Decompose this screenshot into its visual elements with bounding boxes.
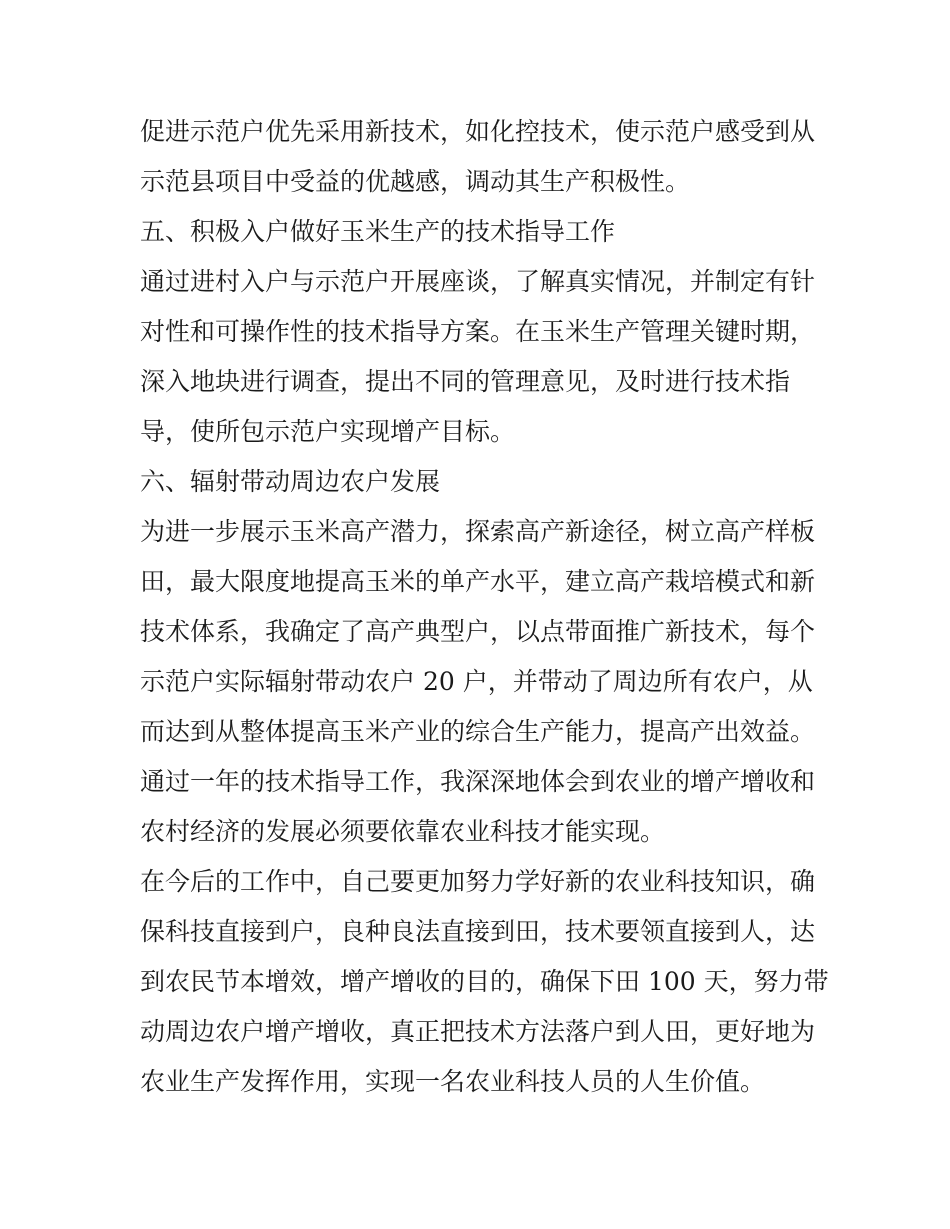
paragraph-line: 为进一步展示玉米高产潜力，探索高产新途径，树立高产样板 [140,517,816,546]
paragraph-line: 保科技直接到户，良种良法直接到田，技术要领直接到人，达 [140,917,816,946]
paragraph-line: 到农民节本增效，增产增收的目的，确保下田 100 天，努力带 [140,967,829,996]
paragraph-line: 导，使所包示范户实现增产目标。 [140,417,516,446]
paragraph-line: 促进示范户优先采用新技术，如化控技术，使示范户感受到从 [140,117,816,146]
section-heading: 六、辐射带动周边农户发展 [140,467,441,496]
paragraph-line: 在今后的工作中，自己要更加努力学好新的农业科技知识，确 [140,867,816,896]
section-heading: 五、积极入户做好玉米生产的技术指导工作 [140,217,616,246]
paragraph-line: 通过一年的技术指导工作，我深深地体会到农业的增产增收和 [140,767,816,796]
paragraph-line: 农村经济的发展必须要依靠农业科技才能实现。 [140,817,666,846]
paragraph-line: 动周边农户增产增收，真正把技术方法落户到人田，更好地为 [140,1017,816,1046]
paragraph-line: 技术体系，我确定了高产典型户，以点带面推广新技术，每个 [140,617,816,646]
paragraph-line: 农业生产发挥作用，实现一名农业科技人员的人生价值。 [140,1067,766,1096]
document-body [140,107,829,1107]
paragraph-line: 深入地块进行调查，提出不同的管理意见，及时进行技术指 [140,367,791,396]
paragraph-line: 田，最大限度地提高玉米的单产水平，建立高产栽培模式和新 [140,567,816,596]
paragraph-line: 示范县项目中受益的优越感，调动其生产积极性。 [140,167,691,196]
paragraph-line: 而达到从整体提高玉米产业的综合生产能力，提高产出效益。 [140,717,816,746]
paragraph-line: 对性和可操作性的技术指导方案。在玉米生产管理关键时期， [140,317,816,346]
paragraph-line: 通过进村入户与示范户开展座谈，了解真实情况，并制定有针 [140,267,816,296]
paragraph-line: 示范户实际辐射带动农户 20 户，并带动了周边所有农户，从 [140,667,813,696]
